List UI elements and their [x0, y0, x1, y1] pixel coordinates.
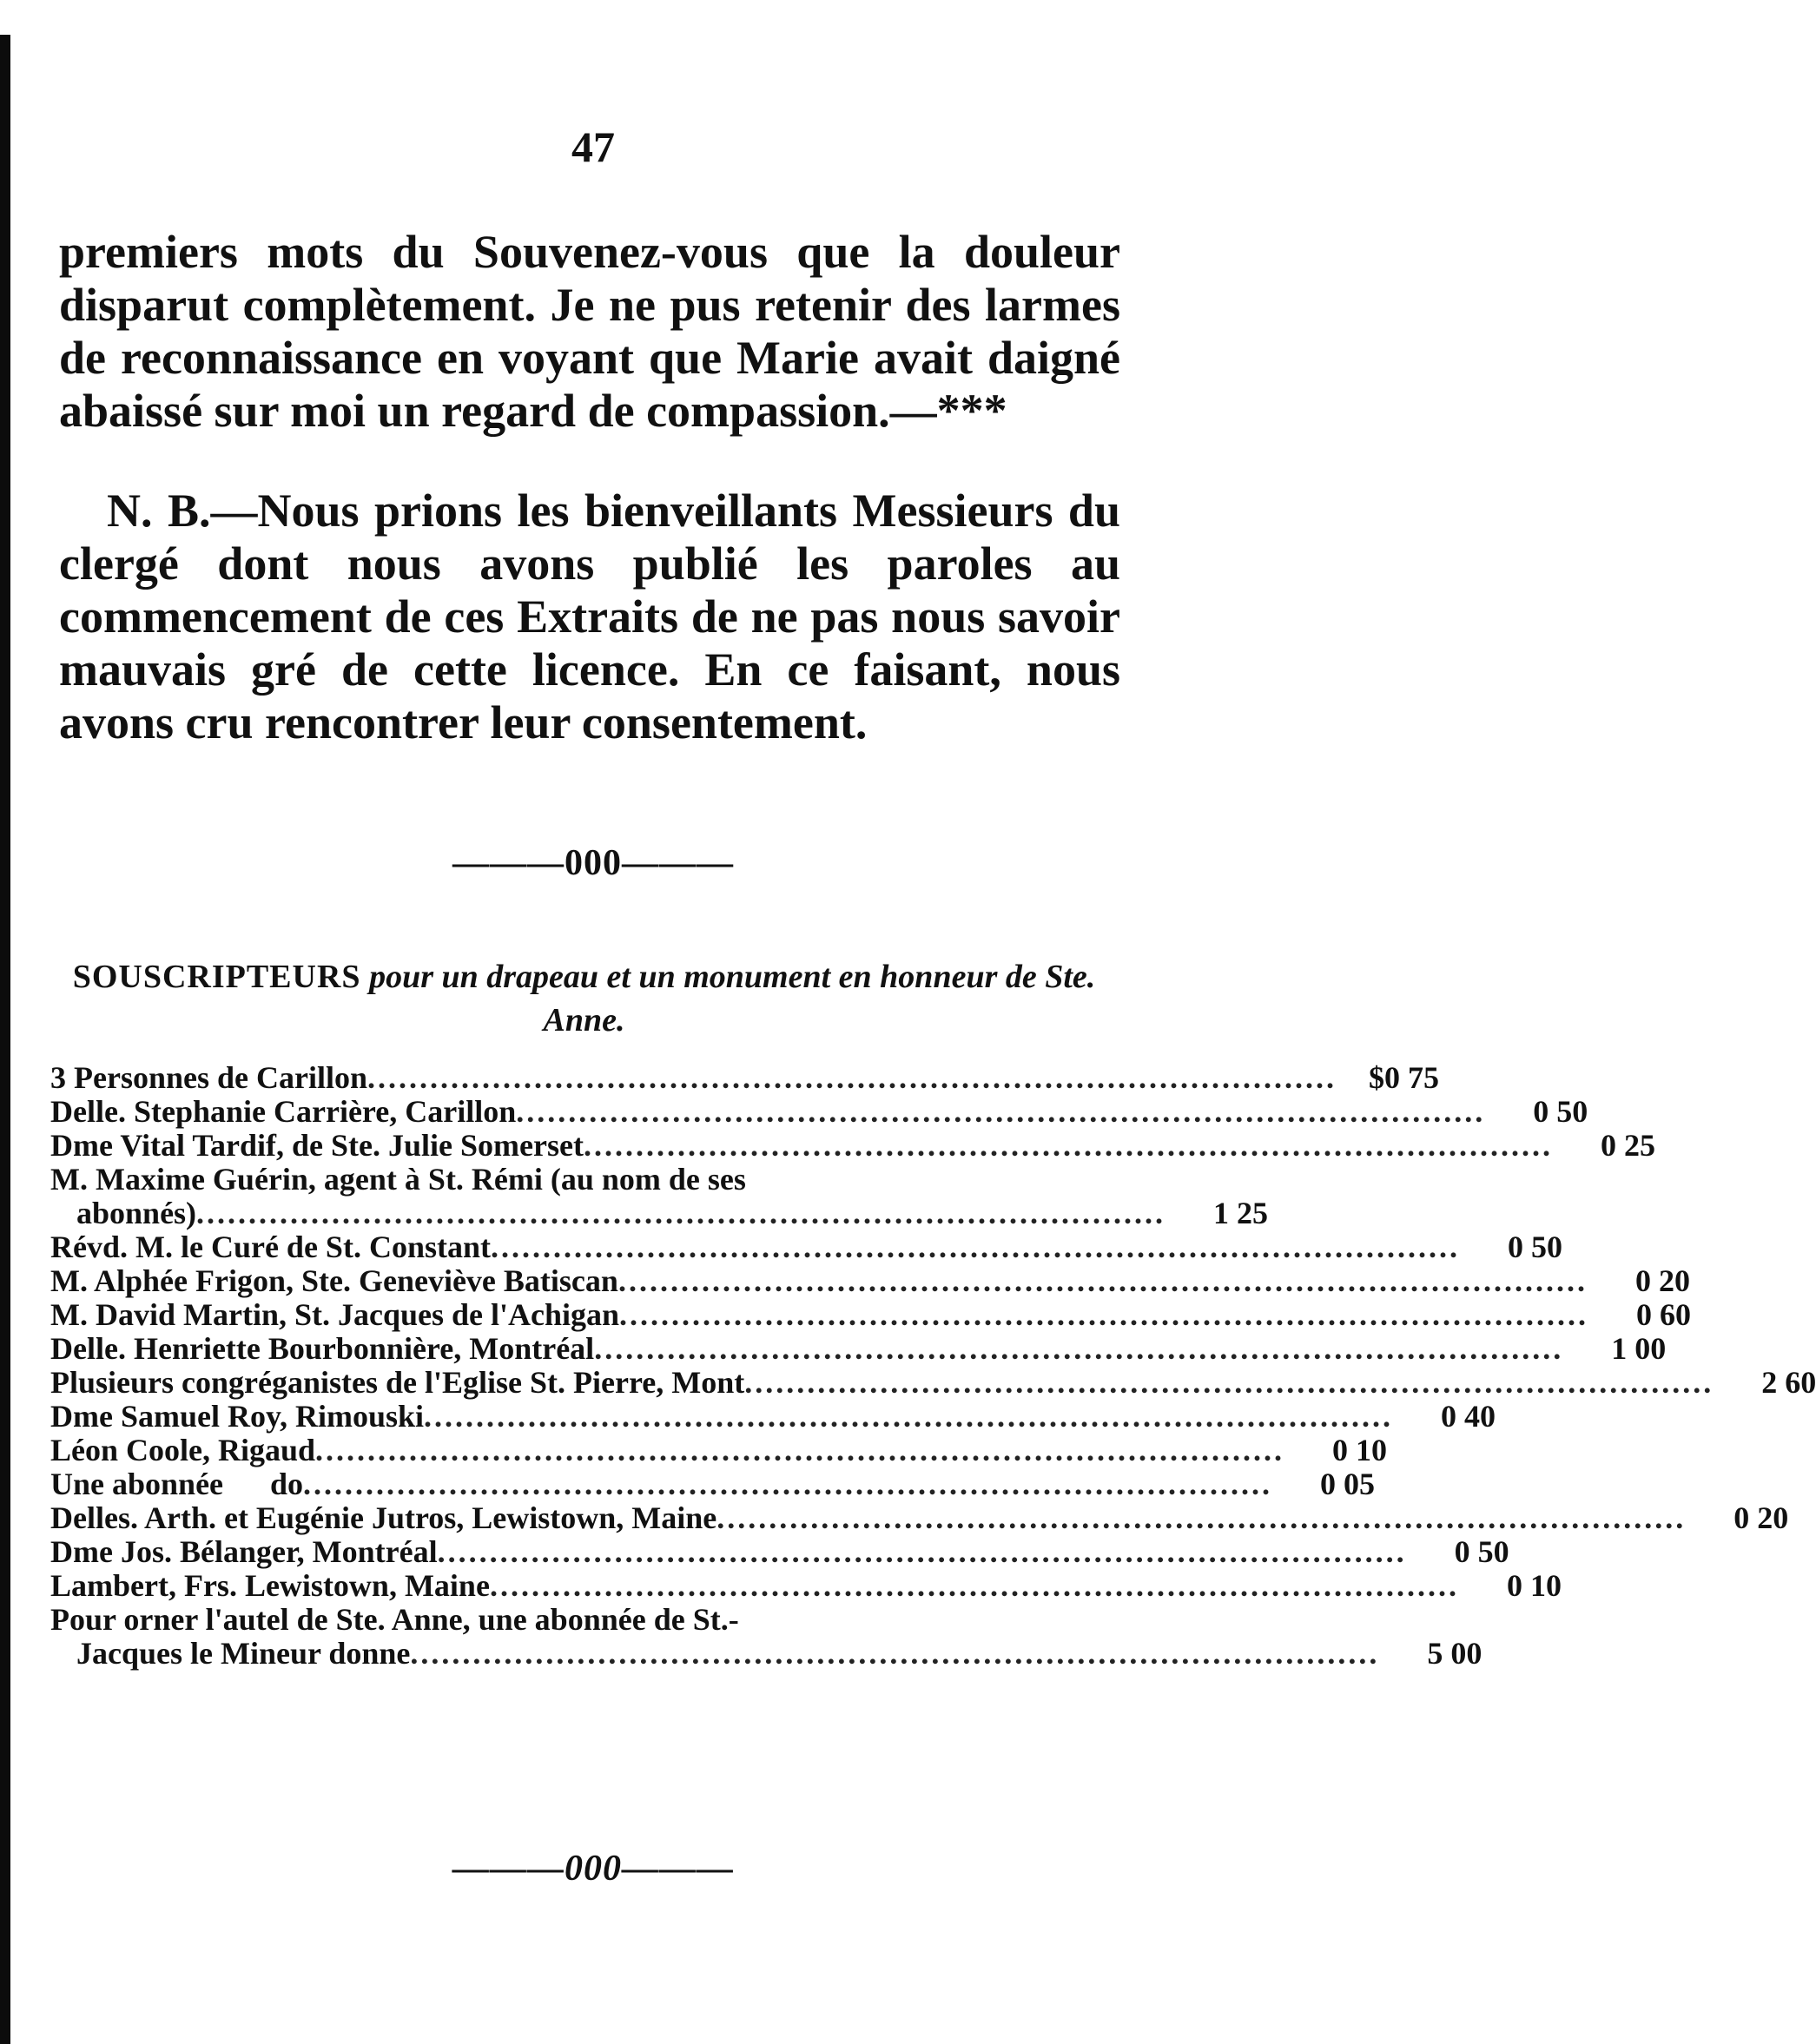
subscriber-name: Révd. M. le Curé de St. Constant	[50, 1230, 491, 1264]
paragraph-1: premiers mots du Souvenez-vous que la douleur disparut complètement. Je ne pus retenir des larmes de reconnaissance en voyant que Marie avait daigné abaissé sur moi un regard de compassion.—***	[59, 226, 1120, 437]
subscriber-amount: 2 60	[1761, 1365, 1816, 1400]
subscriber-amount: 1 25	[1213, 1196, 1269, 1230]
list-item	[50, 1603, 1120, 1637]
subscriber-name: Delle. Henriette Bourbonnière, Montréal	[50, 1331, 595, 1366]
list-item: M. David Martin, St. Jacques de l'Achigan ............................................................................................. 0 60	[50, 1297, 1692, 1332]
subscriber-amount: 0 50	[1454, 1534, 1509, 1569]
subscriber-name: Léon Coole, Rigaud	[50, 1433, 316, 1467]
subscriber-amount: 0 20	[1733, 1500, 1789, 1535]
subscribers-heading	[48, 955, 1120, 1042]
list-item: Lambert, Frs. Lewistown, Maine ............................................................................................. 0 10	[50, 1568, 1562, 1603]
list-item: M. Alphée Frigon, Ste. Geneviève Batiscan ............................................................................................. 0 20	[50, 1263, 1690, 1298]
page-edge-shadow	[0, 35, 10, 2044]
subscribers-list	[50, 1060, 1816, 1671]
subscriber-amount: 0 05	[1320, 1467, 1376, 1501]
list-item: Delle. Henriette Bourbonnière, Montréal ............................................................................................. 1 00	[50, 1331, 1667, 1366]
paragraph-nb: N. B.—Nous prions les bienveillants Messieurs du clergé dont nous avons publié les paroles au commencement de ces Extraits de ne pas nous savoir mauvais gré de cette licence. En ce faisant, nous avons cru rencontrer leur consentement.	[59, 485, 1120, 748]
subscribers-heading-rest: pour un drapeau et un monument en honneur de Ste. Anne.	[369, 959, 1096, 1038]
list-item: Révd. M. le Curé de St. Constant ............................................................................................. 0 50	[50, 1230, 1562, 1264]
list-item: Dme Vital Tardif, de Ste. Julie Somerset ............................................................................................. 0 25	[50, 1128, 1655, 1163]
subscriber-name: Delles. Arth. et Eugénie Jutros, Lewistown, Maine	[50, 1500, 717, 1535]
subscriber-amount: 0 50	[1507, 1230, 1562, 1264]
subscriber-amount: 0 25	[1600, 1128, 1655, 1163]
separator-top: ———000———	[452, 843, 734, 883]
list-item: abonnés) ............................................................................................. 1 25	[76, 1196, 1269, 1230]
subscriber-name: Jacques le Mineur donne	[76, 1636, 411, 1671]
subscriber-name: Pour orner l'autel de Ste. Anne, une abonnée de St.-	[50, 1602, 739, 1637]
list-item: Plusieurs congréganistes de l'Eglise St. Pierre, Mont ............................................................................................. 2 60	[50, 1365, 1816, 1400]
subscriber-name: Dme Vital Tardif, de Ste. Julie Somerset	[50, 1128, 584, 1163]
subscriber-name: M. Maxime Guérin, agent à St. Rémi (au nom de ses	[50, 1162, 746, 1197]
subscriber-amount: 1 00	[1611, 1331, 1667, 1366]
subscriber-name: 3 Personnes de Carillon	[50, 1060, 367, 1095]
subscriber-amount: 0 40	[1441, 1399, 1496, 1434]
subscriber-name: Dme Jos. Bélanger, Montréal	[50, 1534, 438, 1569]
list-item: Une abonnée do ............................................................................................. 0 05	[50, 1467, 1376, 1501]
subscriber-amount: 0 20	[1634, 1263, 1690, 1298]
subscriber-name: Plusieurs congréganistes de l'Eglise St. Pierre, Mont	[50, 1365, 745, 1400]
subscriber-name: Une abonnée do	[50, 1467, 304, 1501]
subscriber-name: M. David Martin, St. Jacques de l'Achigan	[50, 1297, 620, 1332]
list-item: 3 Personnes de Carillon ............................................................................................. $0 75	[50, 1060, 1439, 1095]
subscriber-amount: 0 10	[1332, 1433, 1388, 1467]
subscriber-amount: 0 60	[1636, 1297, 1692, 1332]
subscriber-name: Delle. Stephanie Carrière, Carillon	[50, 1094, 517, 1129]
subscriber-name: Dme Samuel Roy, Rimouski	[50, 1399, 425, 1434]
list-item: Delle. Stephanie Carrière, Carillon ............................................................................................. 0 50	[50, 1094, 1588, 1129]
list-item	[50, 1163, 1120, 1197]
subscriber-name: abonnés)	[76, 1196, 197, 1230]
list-item: Dme Jos. Bélanger, Montréal ............................................................................................. 0 50	[50, 1534, 1509, 1569]
subscriber-amount: 0 50	[1533, 1094, 1588, 1129]
subscriber-name: Lambert, Frs. Lewistown, Maine	[50, 1568, 490, 1603]
subscriber-amount: 0 10	[1506, 1568, 1562, 1603]
subscriber-amount: 5 00	[1427, 1636, 1483, 1671]
subscriber-name: M. Alphée Frigon, Ste. Geneviève Batiscan	[50, 1263, 618, 1298]
list-item: Jacques le Mineur donne ............................................................................................. 5 00	[76, 1636, 1483, 1671]
separator-bottom: ———000———	[452, 1849, 734, 1889]
page-number: 47	[571, 122, 615, 171]
list-item: Léon Coole, Rigaud ............................................................................................. 0 10	[50, 1433, 1388, 1467]
list-item: Delles. Arth. et Eugénie Jutros, Lewistown, Maine ............................................................................................. 0 20	[50, 1500, 1789, 1535]
list-item: Dme Samuel Roy, Rimouski ............................................................................................. 0 40	[50, 1399, 1496, 1434]
subscriber-amount: $0 75	[1369, 1060, 1439, 1095]
subscribers-heading-lead: SOUSCRIPTEURS	[72, 959, 361, 995]
